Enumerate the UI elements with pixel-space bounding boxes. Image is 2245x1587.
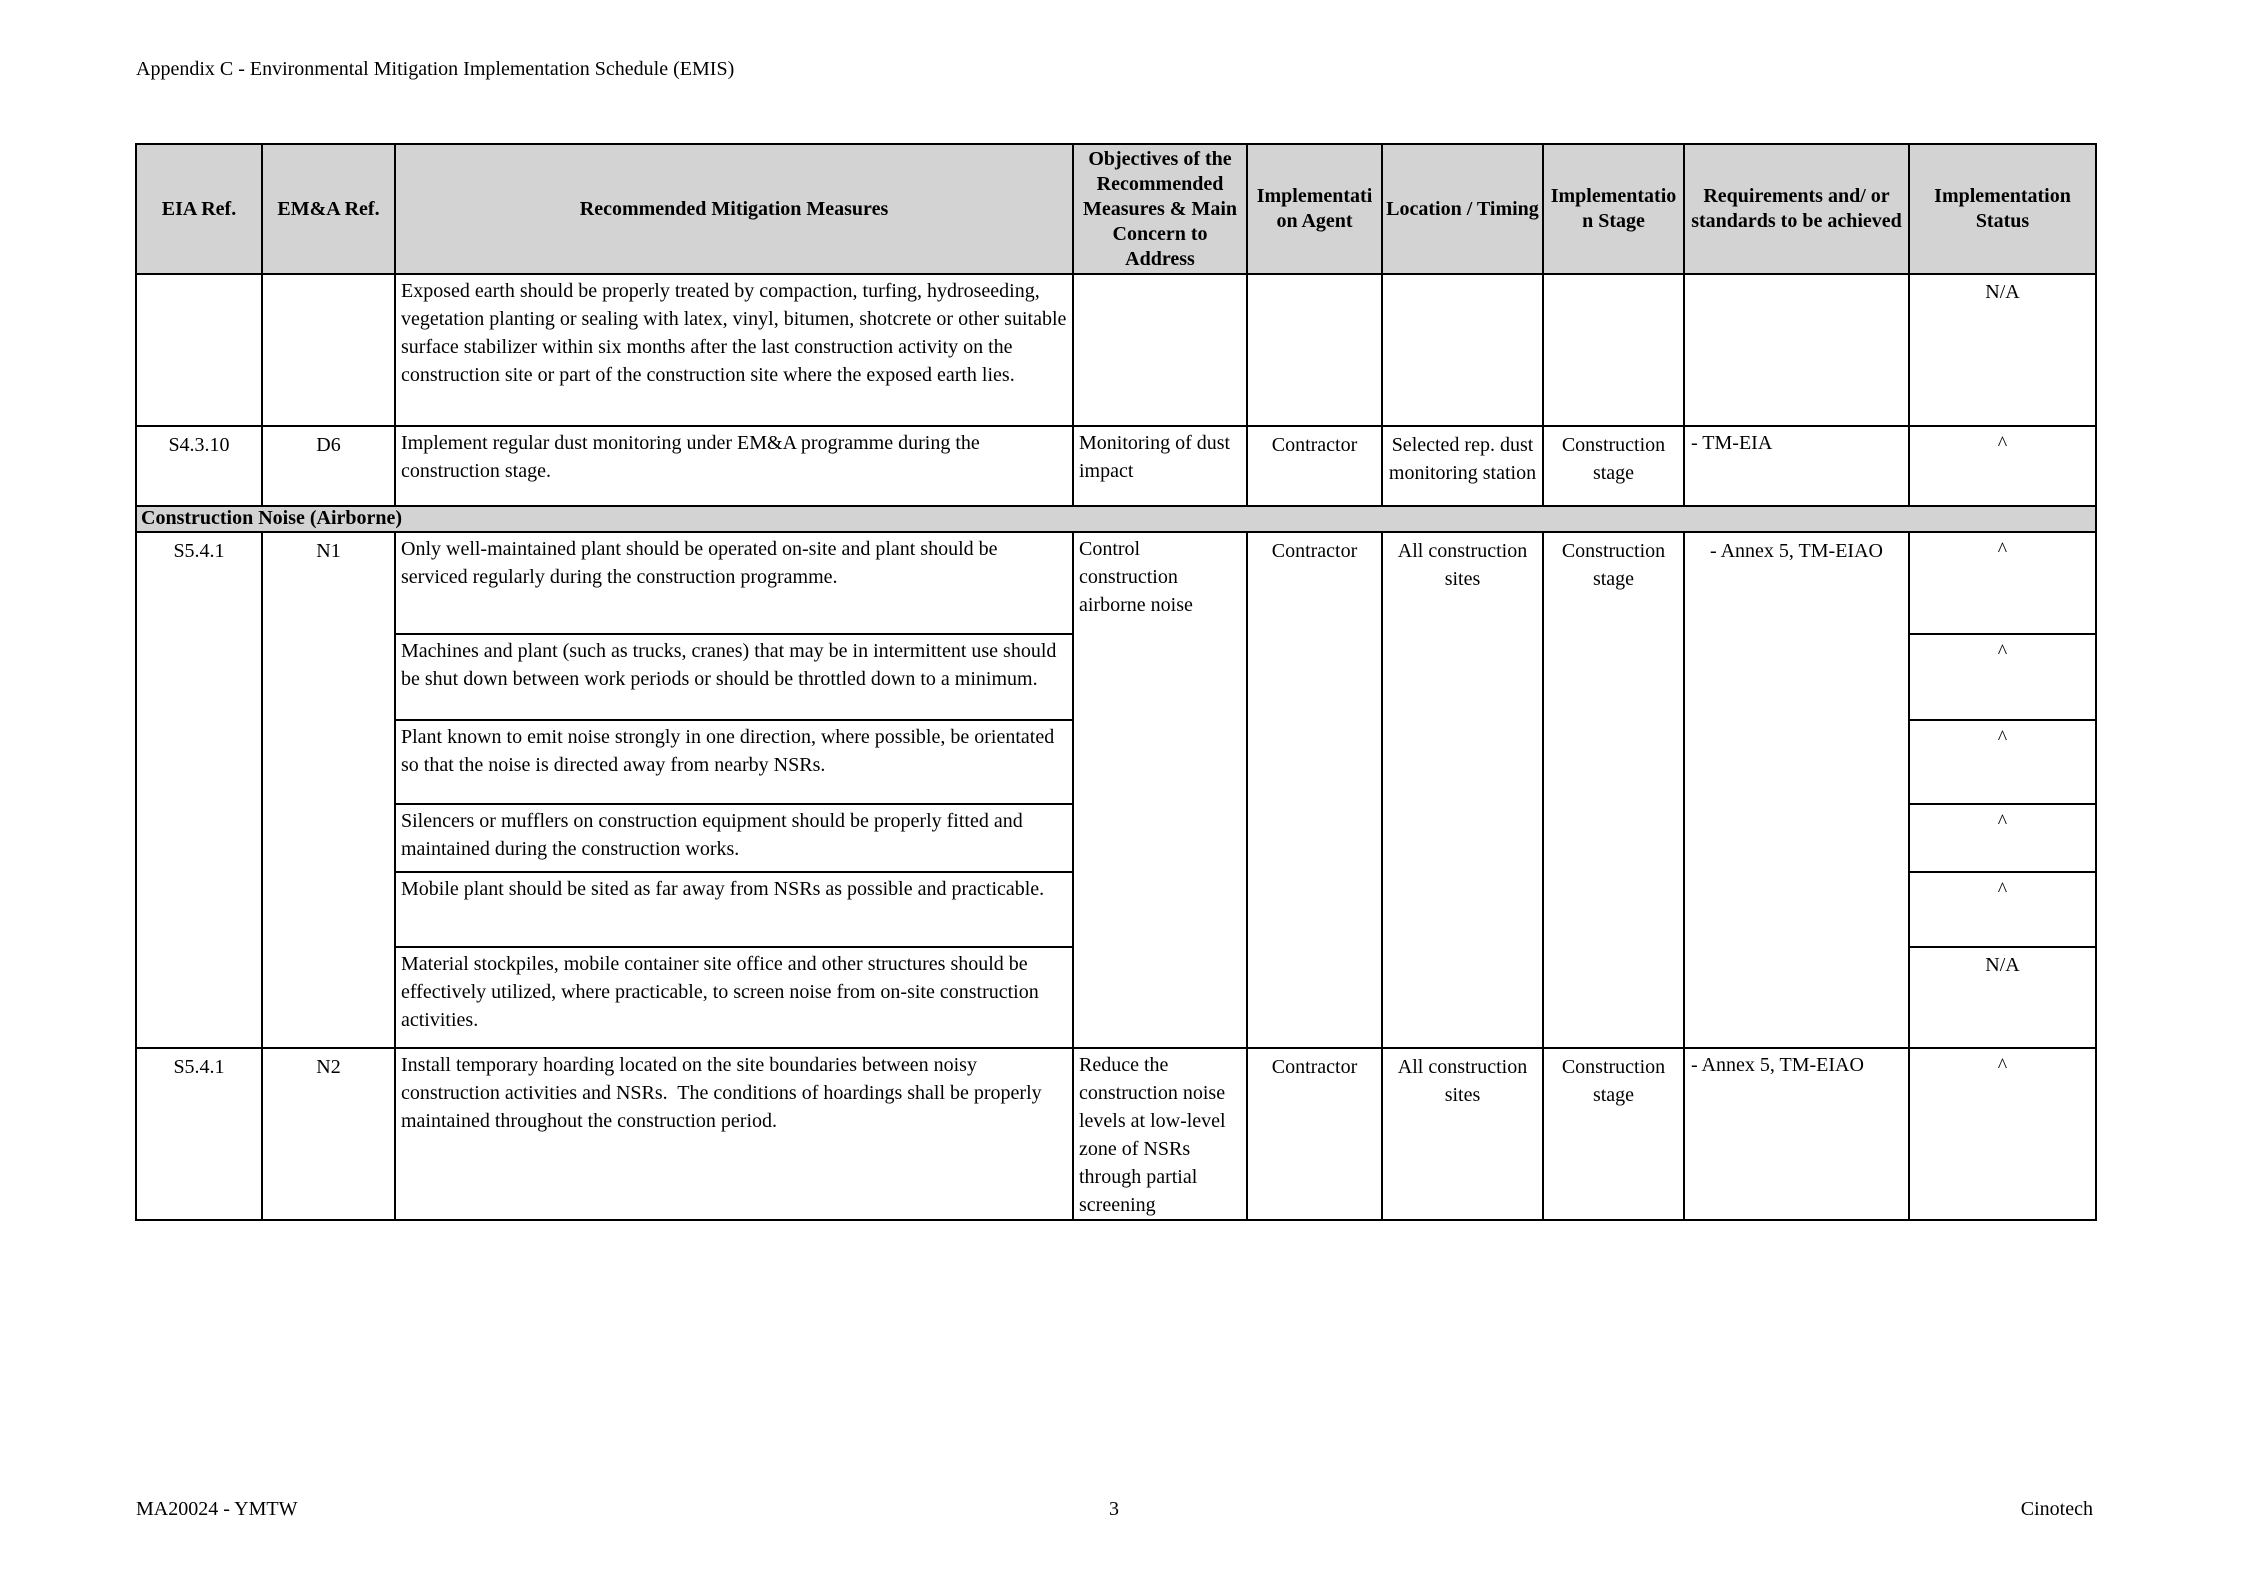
cell-agent: [1246, 275, 1381, 425]
status-cell: ^: [1908, 427, 2095, 505]
cell-stage: Construction stage: [1542, 427, 1683, 505]
cell-ema-ref: [261, 275, 394, 425]
table-row-d6: [137, 427, 2095, 507]
section-header-label: Construction Noise (Airborne): [141, 507, 403, 529]
cell-agent: Contractor: [1246, 1049, 1381, 1219]
cell-eia-ref: S4.3.10: [168, 434, 230, 456]
table-row-n1-group: [137, 533, 2095, 1049]
column-header-objectives: Objectives of the Recommended Measures & Main Concern to Address: [1072, 145, 1246, 273]
page-title: Appendix C - Environmental Mitigation Implementation Schedule (EMIS): [136, 58, 735, 80]
table-header-row: [137, 145, 2095, 275]
table-row-n2: [137, 1049, 2095, 1219]
cell-location: All construction sites: [1381, 1049, 1542, 1219]
measure-text: Install temporary hoarding located on the site boundaries between noisy construction activities and NSRs. The conditions of hoardings shall be properly maintained throughout the construction period.: [394, 1049, 1072, 1219]
column-header-ema-ref: EM&A Ref.: [261, 145, 394, 273]
measure-text: Implement regular dust monitoring under EM&A programme during the construction stage.: [394, 427, 1072, 505]
measure-text: Machines and plant (such as trucks, cranes) that may be in intermittent use should be shut down between work periods or should be throttled down to a minimum.: [396, 635, 1072, 721]
column-header-requirements: Requirements and/ or standards to be achieved: [1683, 145, 1908, 273]
cell-requirements: - Annex 5, TM-EIAO: [1683, 1049, 1908, 1219]
cell-ema-ref: N2: [261, 1049, 394, 1219]
footer-project-code: MA20024 - YMTW: [136, 1498, 298, 1520]
emis-table: [135, 143, 2097, 1221]
cell-stage: Construction stage: [1542, 533, 1683, 1047]
cell-eia-ref: [137, 275, 261, 425]
status-cell: ^: [1910, 805, 2095, 873]
status-cell: ^: [1910, 635, 2095, 721]
cell-requirements: - Annex 5, TM-EIAO: [1683, 533, 1908, 1047]
cell-objective: Monitoring of dust impact: [1072, 427, 1246, 505]
measures-stack: [394, 533, 1072, 1047]
status-cell: ^: [1910, 873, 2095, 948]
cell-objective: [1072, 275, 1246, 425]
column-header-location: Location / Timing: [1381, 145, 1542, 273]
cell-objective: Reduce the construction noise levels at low-level zone of NSRs through partial screening: [1072, 1049, 1246, 1219]
footer-company-name: Cinotech: [2020, 1498, 2093, 1520]
cell-ema-ref: N1: [261, 533, 394, 1047]
column-header-measures: Recommended Mitigation Measures: [394, 145, 1072, 273]
cell-stage: Construction stage: [1542, 1049, 1683, 1219]
section-header-row: [137, 507, 2095, 533]
column-header-eia-ref: EIA Ref.: [137, 145, 261, 273]
status-stack: [1908, 533, 2095, 1047]
status-cell: ^: [1908, 1049, 2095, 1219]
cell-stage: [1542, 275, 1683, 425]
cell-requirements: - TM-EIA: [1683, 427, 1908, 505]
cell-agent: Contractor: [1246, 533, 1381, 1047]
cell-agent: Contractor: [1246, 427, 1381, 505]
column-header-agent: Implementati on Agent: [1246, 145, 1381, 273]
measure-text: Plant known to emit noise strongly in one direction, where possible, be orientated so that the noise is directed away from nearby NSRs.: [396, 721, 1072, 805]
measure-text: Exposed earth should be properly treated by compaction, turfing, hydroseeding, vegetation planting or sealing with latex, vinyl, bitumen, shotcrete or other suitable surface stabilizer within six months after the last construction activity on the construction site or part of the construction site where the exposed earth lies.: [394, 275, 1072, 425]
page-number: 3: [1109, 1498, 1119, 1520]
cell-objective: Control construction airborne noise: [1072, 533, 1246, 1047]
cell-eia-ref: S5.4.1: [173, 1056, 225, 1078]
table-row-continuation: [137, 275, 2095, 427]
cell-requirements: [1683, 275, 1908, 425]
column-header-stage: Implementatio n Stage: [1542, 145, 1683, 273]
measure-text: Mobile plant should be sited as far away from NSRs as possible and practicable.: [396, 873, 1072, 948]
measure-text: Material stockpiles, mobile container site office and other structures should be effectively utilized, where practicable, to screen noise from on-site construction activities.: [401, 953, 1044, 1031]
measure-text: Only well-maintained plant should be operated on-site and plant should be serviced regularly during the construction programme.: [396, 533, 1072, 635]
column-header-status: Implementation Status: [1908, 145, 2095, 273]
cell-ema-ref: D6: [261, 427, 394, 505]
status-cell: N/A: [1908, 275, 2095, 425]
cell-location: All construction sites: [1381, 533, 1542, 1047]
cell-eia-ref: S5.4.1: [173, 540, 225, 562]
cell-location: Selected rep. dust monitoring station: [1381, 427, 1542, 505]
status-cell: ^: [1910, 533, 2095, 635]
status-cell: ^: [1910, 721, 2095, 805]
status-cell: N/A: [1985, 954, 2020, 976]
cell-location: [1381, 275, 1542, 425]
measure-text: Silencers or mufflers on construction equipment should be properly fitted and maintained during the construction works.: [396, 805, 1072, 873]
